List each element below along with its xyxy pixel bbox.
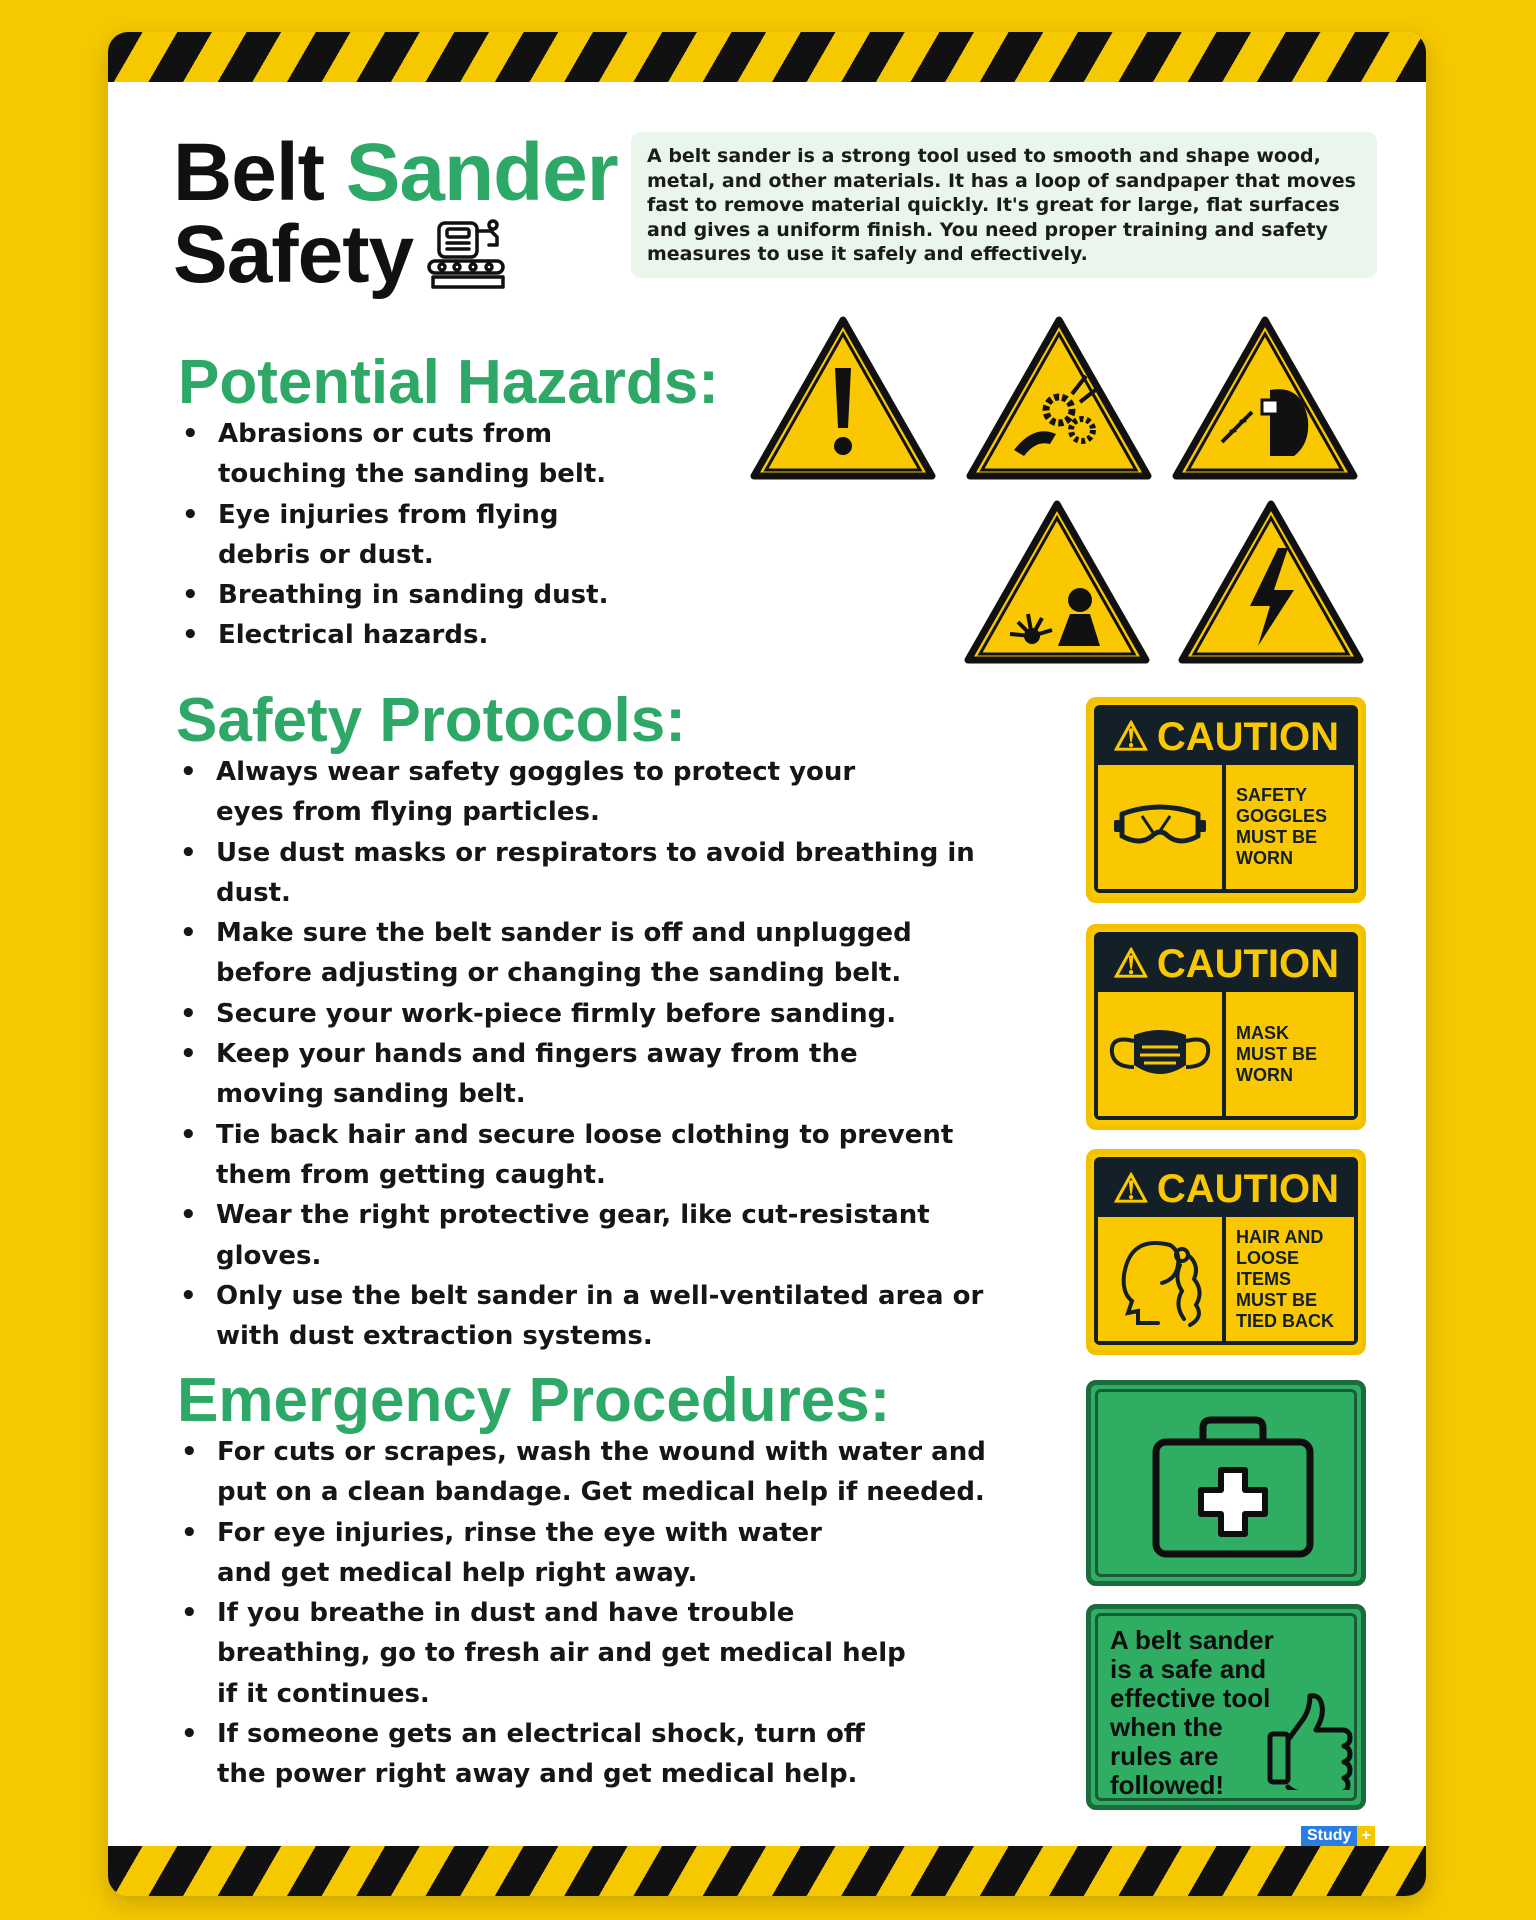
list-item: • Breathing in sanding dust. xyxy=(178,575,648,615)
list-item: • Secure your work-piece firmly before sanding. xyxy=(176,994,1031,1034)
hazard-stripe-top xyxy=(108,32,1426,82)
list-item: • Only use the belt sander in a well-ventilated area or with dust extraction systems. xyxy=(176,1276,1031,1357)
list-item: • Keep your hands and fingers away from the moving sanding belt. xyxy=(176,1034,896,1115)
caution-text: HAIR AND LOOSE ITEMS MUST BE TIED BACK xyxy=(1236,1226,1334,1331)
caution-header: ⚠ CAUTION xyxy=(1098,936,1354,992)
list-item: • Electrical hazards. xyxy=(178,615,648,655)
poster xyxy=(108,32,1426,1896)
list-item: • Make sure the belt sander is off and unplugged before adjusting or changing the sanding belt. xyxy=(176,913,966,994)
protocols-heading: Safety Protocols: xyxy=(176,686,686,755)
hazards-heading: Potential Hazards: xyxy=(178,348,719,417)
first-aid-kit-icon xyxy=(1148,1412,1318,1562)
list-item: • If you breathe in dust and have trouble breathing, go to fresh air and get medical help if it continues. xyxy=(177,1593,907,1714)
page-title xyxy=(173,127,618,300)
warning-triangle-icon: ⚠ xyxy=(1112,715,1149,759)
list-item: • Use dust masks or respirators to avoid breathing in dust. xyxy=(176,833,1031,914)
face-mask-icon xyxy=(1108,1021,1212,1087)
study-blocks-logo: Study + xyxy=(1301,1826,1393,1868)
list-item: • Eye injuries from flying debris or dust. xyxy=(178,495,648,576)
warning-triangle-icon: ⚠ xyxy=(1112,1167,1149,1211)
list-item: • For cuts or scrapes, wash the wound with water and put on a clean bandage. Get medical help if needed. xyxy=(177,1432,987,1513)
list-item: • Wear the right protective gear, like cut-resistant gloves. xyxy=(176,1195,1031,1276)
caution-header: ⚠ CAUTION xyxy=(1098,1161,1354,1217)
goggles-icon xyxy=(1112,802,1208,852)
caution-text: MASK MUST BE WORN xyxy=(1236,1022,1317,1085)
caution-sign-hair xyxy=(1086,1149,1366,1355)
slogan-sign xyxy=(1086,1604,1366,1810)
tied-hair-icon xyxy=(1110,1225,1210,1333)
list-item: • Tie back hair and secure loose clothing to prevent them from getting caught. xyxy=(176,1115,1031,1196)
warning-triangle-icon: ⚠ xyxy=(1112,942,1149,986)
list-item: • For eye injuries, rinse the eye with water and get medical help right away. xyxy=(177,1513,877,1594)
caution-sign-goggles xyxy=(1086,697,1366,903)
caution-text: SAFETY GOGGLES MUST BE WORN xyxy=(1236,785,1328,868)
caution-sign-mask xyxy=(1086,924,1366,1130)
intro-text: A belt sander is a strong tool used to smooth and shape wood, metal, and other materials. It has a loop of sandpaper that moves fast to remove material quickly. It's great for large, flat surfaces and gives a uniform finish. You need proper training and safety measures to use it safely and effectively. xyxy=(631,132,1377,278)
title-belt: Belt xyxy=(173,127,346,218)
title-sander: Sander xyxy=(345,127,618,218)
protocols-list xyxy=(176,752,1031,1356)
explosion-hazard-icon xyxy=(962,496,1152,666)
slogan-text: A belt sander is a safe and effective tool when the rules are followed! xyxy=(1110,1625,1274,1800)
hand-entanglement-icon xyxy=(964,312,1154,482)
belt-sander-icon xyxy=(427,215,507,295)
hazard-stripe-bottom xyxy=(108,1846,1426,1896)
thumbs-up-icon xyxy=(1266,1690,1354,1790)
list-item: • Abrasions or cuts from touching the sanding belt. xyxy=(178,414,648,495)
emergency-list xyxy=(177,1432,997,1795)
first-aid-sign xyxy=(1086,1380,1366,1586)
list-item: • Always wear safety goggles to protect your eyes from flying particles. xyxy=(176,752,876,833)
caution-header: ⚠ CAUTION xyxy=(1098,709,1354,765)
general-warning-icon xyxy=(748,312,938,482)
list-item: • If someone gets an electrical shock, turn off the power right away and get medical help. xyxy=(177,1714,867,1795)
flying-debris-face-icon xyxy=(1170,312,1360,482)
electrical-hazard-icon xyxy=(1176,496,1366,666)
hazards-list xyxy=(178,414,648,656)
title-safety: Safety xyxy=(173,209,414,300)
emergency-heading: Emergency Procedures: xyxy=(177,1366,891,1435)
